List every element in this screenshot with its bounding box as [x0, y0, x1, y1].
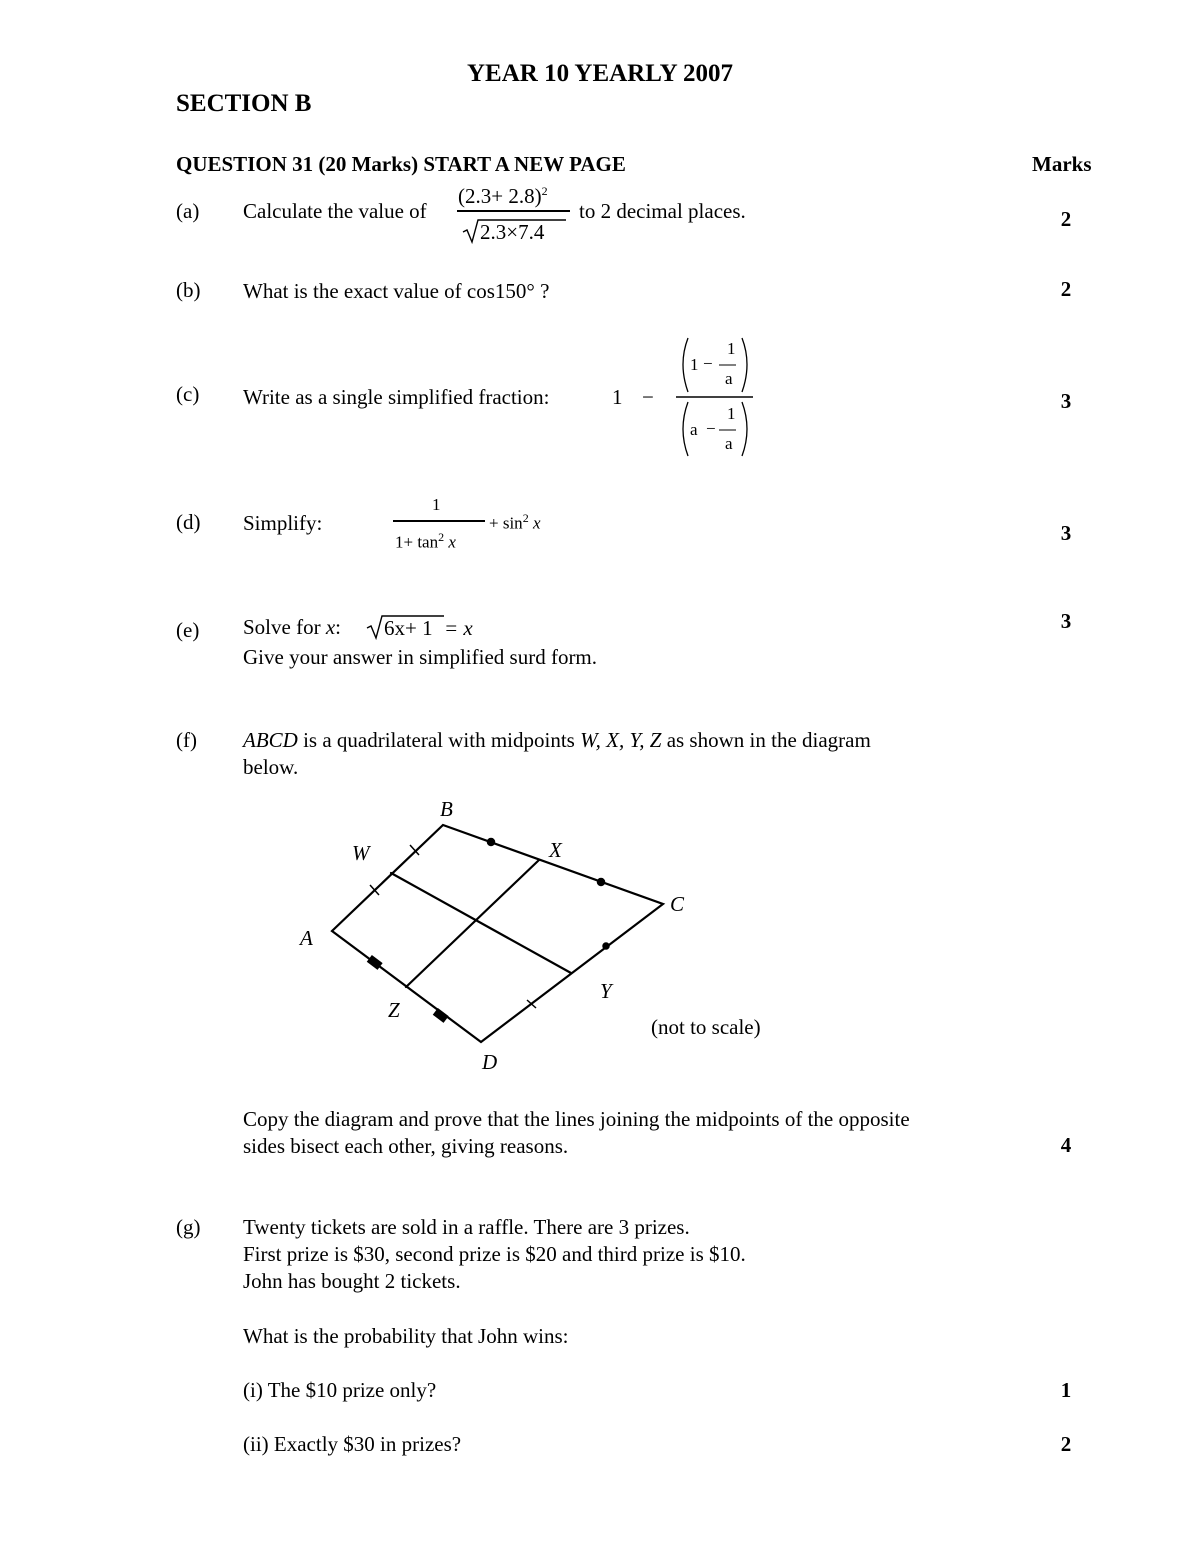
- part-b-expression: cos150°: [466, 279, 535, 303]
- part-d-sin-exp: 2: [522, 511, 529, 525]
- midpoint-w-label: W: [352, 841, 370, 865]
- part-c-minus: −: [642, 385, 654, 409]
- tick-az: [368, 956, 382, 969]
- part-a-text-after: to 2 decimal places.: [579, 199, 746, 223]
- midpoint-y-label: Y: [600, 979, 612, 1003]
- not-to-scale-note: (not to scale): [651, 1015, 761, 1039]
- part-d-plus-sin: + sin: [489, 513, 523, 533]
- part-d-den-exp: 2: [438, 530, 445, 544]
- part-d-numerator: 1: [432, 495, 441, 514]
- part-f-line1-end: as shown in the diagram: [666, 728, 871, 752]
- part-c-den-a: a: [690, 420, 698, 439]
- part-f-label: (f): [176, 728, 197, 752]
- part-c-den-inner-a: a: [725, 434, 733, 453]
- part-e-marks: 3: [1060, 609, 1072, 633]
- line-xz: [406, 860, 539, 987]
- part-d-sin-x: x: [532, 513, 541, 533]
- part-d-den-base: 1+ tan: [395, 532, 439, 552]
- part-b-text-before: What is the exact value of: [243, 279, 462, 303]
- part-a-marks: 2: [1060, 207, 1072, 231]
- part-g-label: (g): [176, 1215, 201, 1239]
- vertex-d-label: D: [482, 1050, 498, 1074]
- part-g-question: What is the probability that John wins:: [243, 1324, 569, 1348]
- part-f-shape: ABCD: [243, 728, 298, 752]
- part-g-line3: John has bought 2 tickets.: [243, 1269, 461, 1293]
- part-d-marks: 3: [1060, 521, 1072, 545]
- marks-heading: Marks: [1032, 152, 1092, 176]
- question-heading: QUESTION 31 (20 Marks) START A NEW PAGE: [176, 152, 626, 176]
- part-e-var: x: [325, 615, 336, 639]
- vertex-a-label: A: [300, 926, 313, 950]
- part-c-text: Write as a single simplified fraction:: [243, 385, 550, 409]
- part-g-ii-marks: 2: [1060, 1432, 1072, 1456]
- part-g-i-text: (i) The $10 prize only?: [243, 1378, 437, 1402]
- vertex-c-label: C: [670, 892, 685, 916]
- part-e-label: (e): [176, 618, 200, 642]
- part-f-instruction-line1: Copy the diagram and prove that the lines joining the midpoints of the opposite: [243, 1107, 910, 1131]
- part-g-i-marks: 1: [1060, 1378, 1072, 1402]
- section-heading: SECTION B: [176, 90, 312, 117]
- midpoint-x-label: X: [549, 838, 562, 862]
- part-a-numerator-exp: 2: [541, 184, 548, 198]
- part-e-equals: = x: [444, 616, 473, 640]
- page-title: YEAR 10 YEARLY 2007: [466, 60, 733, 87]
- tick-cy: [603, 943, 609, 949]
- part-c-num-one: 1: [690, 355, 699, 374]
- tick-xc: [598, 879, 605, 886]
- part-g-line1: Twenty tickets are sold in a raffle. There are 3 prizes.: [243, 1215, 690, 1239]
- part-a-text-before: Calculate the value of: [243, 199, 427, 223]
- part-a-label: (a): [176, 199, 200, 223]
- part-c-den-inner-one: 1: [727, 404, 736, 423]
- line-wy: [391, 873, 571, 973]
- quadrilateral-abcd: [332, 825, 663, 1042]
- part-d-den-x: x: [448, 532, 456, 552]
- part-c-marks: 3: [1060, 389, 1072, 413]
- vertex-b-label: B: [440, 797, 453, 821]
- part-c-inner-one: 1: [727, 339, 736, 358]
- part-b-marks: 2: [1060, 277, 1072, 301]
- part-c-den-minus: −: [706, 419, 716, 438]
- part-c-inner-a: a: [725, 369, 733, 388]
- part-a-numerator-base: (2.3+ 2.8): [458, 184, 542, 208]
- midpoint-z-label: Z: [388, 998, 400, 1022]
- part-c-one: 1: [612, 385, 623, 409]
- part-g-ii-text: (ii) Exactly $30 in prizes?: [243, 1432, 462, 1456]
- part-e-colon: :: [335, 615, 341, 639]
- part-a-denominator: 2.3×7.4: [480, 220, 545, 244]
- tick-bx: [488, 839, 495, 846]
- part-f-instruction-line2: sides bisect each other, giving reasons.: [243, 1134, 569, 1158]
- tick-zd: [434, 1009, 448, 1022]
- part-e-text-before: Solve for: [243, 615, 321, 639]
- part-e-radicand: 6x+ 1: [384, 616, 433, 640]
- part-f-line2: below.: [243, 755, 299, 779]
- part-b-label: (b): [176, 278, 201, 302]
- part-e-line2: Give your answer in simplified surd form.: [243, 645, 598, 669]
- part-f-midpoints: W, X, Y, Z: [580, 728, 662, 752]
- part-f-line1-rest: is a quadrilateral with midpoints: [303, 728, 575, 752]
- part-g-line2: First prize is $30, second prize is $20 and third prize is $10.: [243, 1242, 746, 1266]
- part-b-text-after: ?: [540, 279, 550, 303]
- part-d-label: (d): [176, 510, 201, 534]
- part-d-text: Simplify:: [243, 511, 323, 535]
- part-f-marks: 4: [1060, 1133, 1072, 1157]
- part-c-num-minus: −: [703, 354, 713, 373]
- part-c-label: (c): [176, 382, 200, 406]
